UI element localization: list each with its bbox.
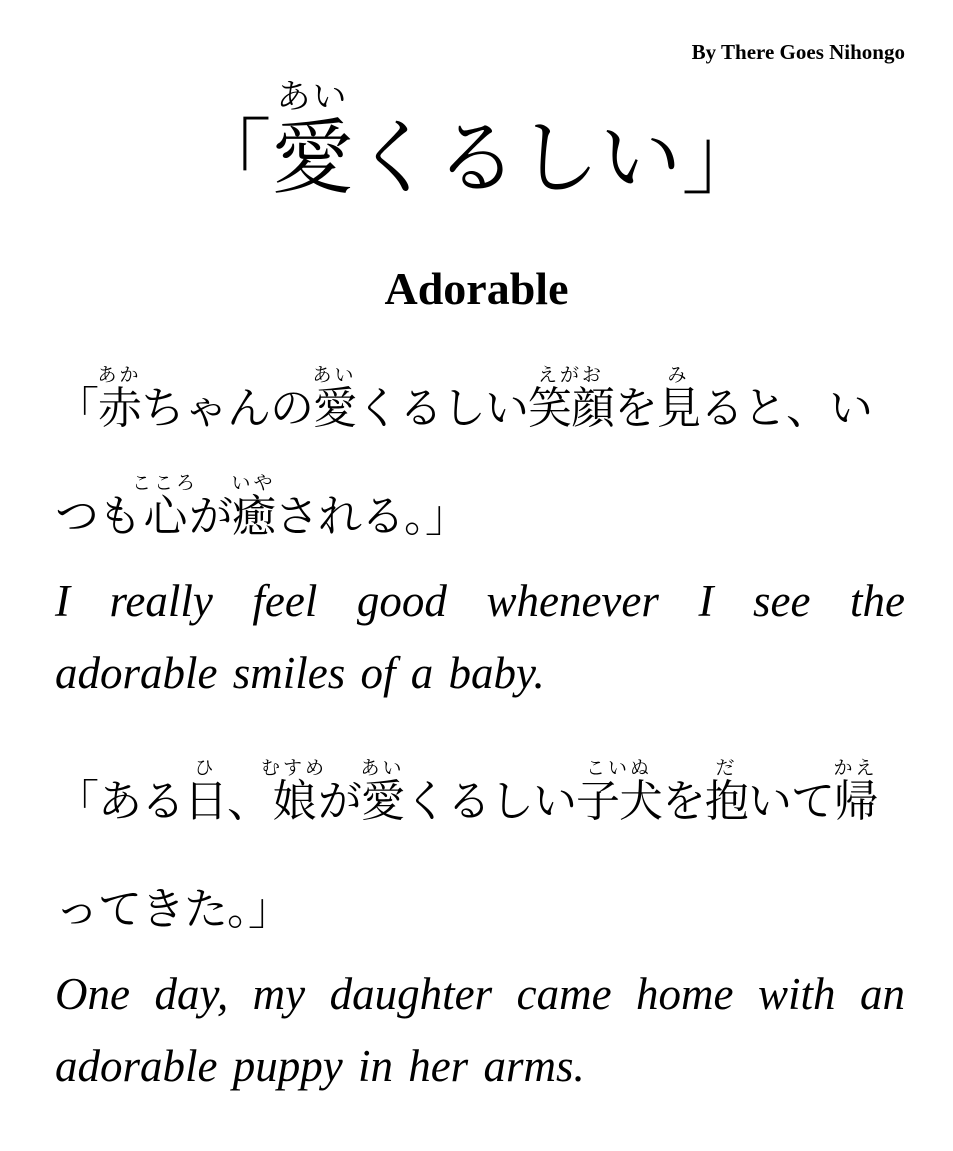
vocab-word: 「愛あいくるしい」	[189, 77, 764, 206]
vocab-kanji: 愛あい	[271, 77, 354, 206]
furigana: こいぬ	[576, 757, 662, 779]
furigana: あい	[360, 757, 405, 779]
english-translation: I really feel good whenever I see the adorable smiles of a baby.	[55, 576, 905, 698]
furigana: いや	[231, 472, 276, 494]
japanese-sentence: 「ある日ひ、娘むすめが愛あいくるしい子犬こいぬを抱だいて帰かえってきた。」	[55, 757, 878, 935]
furigana: あか	[97, 364, 142, 386]
vocab-heading	[0, 77, 953, 206]
example-sentence-2	[55, 748, 905, 1102]
furigana: こころ	[132, 472, 199, 494]
furigana: かえ	[833, 757, 878, 779]
furigana: えがお	[528, 364, 614, 386]
furigana: だ	[705, 757, 748, 779]
english-translation: One day, my daughter came home with an adorable puppy in her arms.	[55, 969, 905, 1091]
furigana: あい	[312, 364, 357, 386]
furigana: あい	[271, 77, 354, 117]
furigana: ひ	[184, 757, 227, 779]
furigana: み	[657, 364, 700, 386]
example-sentence-1	[55, 355, 905, 709]
japanese-sentence: 「赤あかちゃんの愛あいくるしい笑顔えがおを見みると、いつも心こころが癒いやされる。」	[55, 364, 872, 542]
vocab-meaning: Adorable	[384, 263, 569, 314]
furigana: むすめ	[261, 757, 328, 779]
attribution: By There Goes Nihongo	[691, 40, 905, 64]
